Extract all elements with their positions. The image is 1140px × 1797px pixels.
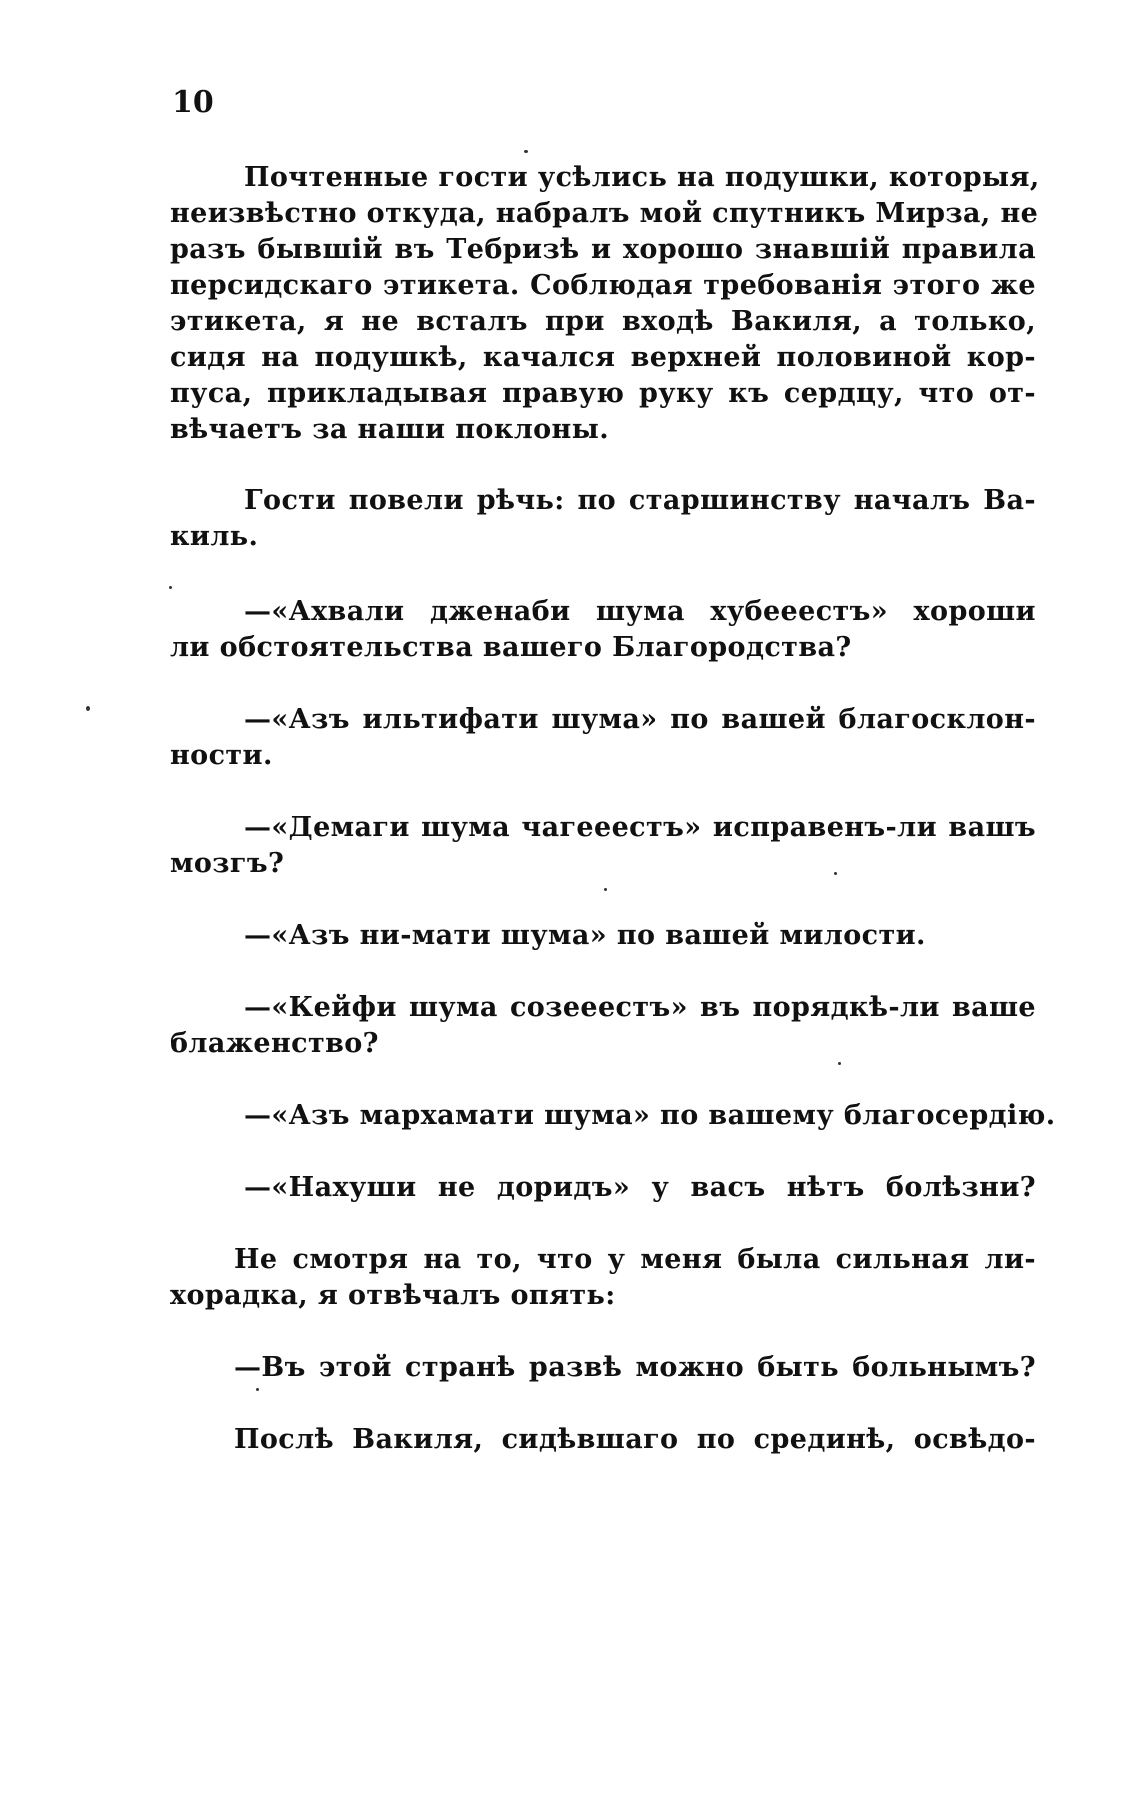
- text-line: сидя на подушкѣ, качался верхней половиной кор-: [170, 342, 1036, 373]
- text-line: мозгъ?: [170, 848, 285, 879]
- text-line: ности.: [170, 740, 273, 771]
- text-line: Почтенные гости усѣлись на подушки, которыя,: [244, 162, 1040, 193]
- text-line: киль.: [170, 521, 259, 552]
- text-line: Послѣ Вакиля, сидѣвшаго по срединѣ, освѣдо-: [234, 1424, 1036, 1455]
- scan-speck: [834, 872, 837, 875]
- text-line: вѣчаетъ за наши поклоны.: [170, 414, 609, 445]
- text-line: неизвѣстно откуда, набралъ мой спутникъ Мирза, не: [170, 198, 1039, 229]
- scan-speck: [86, 706, 90, 711]
- scan-speck: [524, 150, 528, 153]
- page-number: 10: [172, 85, 214, 120]
- text-line: ли обстоятельства вашего Благородства?: [170, 632, 852, 663]
- dialogue-line: —«Ахвали дженаби шума хубееестъ» хороши: [244, 596, 1036, 627]
- text-line: Не смотря на то, что у меня была сильная ли-: [234, 1244, 1036, 1275]
- text-line: этикета, я не всталъ при входѣ Вакиля, а только,: [170, 306, 1036, 337]
- scan-speck: [838, 1062, 841, 1065]
- dialogue-line: —«Кейфи шума созееестъ» въ порядкѣ-ли ваше: [244, 992, 1036, 1023]
- text-line: Гости повели рѣчь: по старшинству началъ Ва-: [244, 485, 1036, 516]
- dialogue-line: —«Азъ мархамати шума» по вашему благосердію.: [244, 1100, 1056, 1131]
- dialogue-line: —Въ этой странѣ развѣ можно быть больнымъ?: [234, 1352, 1036, 1383]
- text-line: персидскаго этикета. Соблюдая требованія этого же: [170, 270, 1036, 301]
- dialogue-line: —«Демаги шума чагееестъ» исправенъ-ли вашъ: [244, 812, 1036, 843]
- text-line: разъ бывшій въ Тебризѣ и хорошо знавшій правила: [170, 234, 1036, 265]
- scan-speck: [256, 1388, 259, 1391]
- dialogue-line: —«Азъ ильтифати шума» по вашей благосклон-: [244, 704, 1036, 735]
- text-line: пуса, прикладывая правую руку къ сердцу, что от-: [170, 378, 1036, 409]
- dialogue-line: —«Азъ ни-мати шума» по вашей милости.: [244, 920, 926, 951]
- scan-speck: [169, 586, 172, 589]
- text-line: хорадка, я отвѣчалъ опять:: [170, 1280, 616, 1311]
- text-line: блаженство?: [170, 1028, 379, 1059]
- scan-speck: [604, 888, 607, 891]
- dialogue-line: —«Нахуши не доридъ» у васъ нѣтъ болѣзни?: [244, 1172, 1036, 1203]
